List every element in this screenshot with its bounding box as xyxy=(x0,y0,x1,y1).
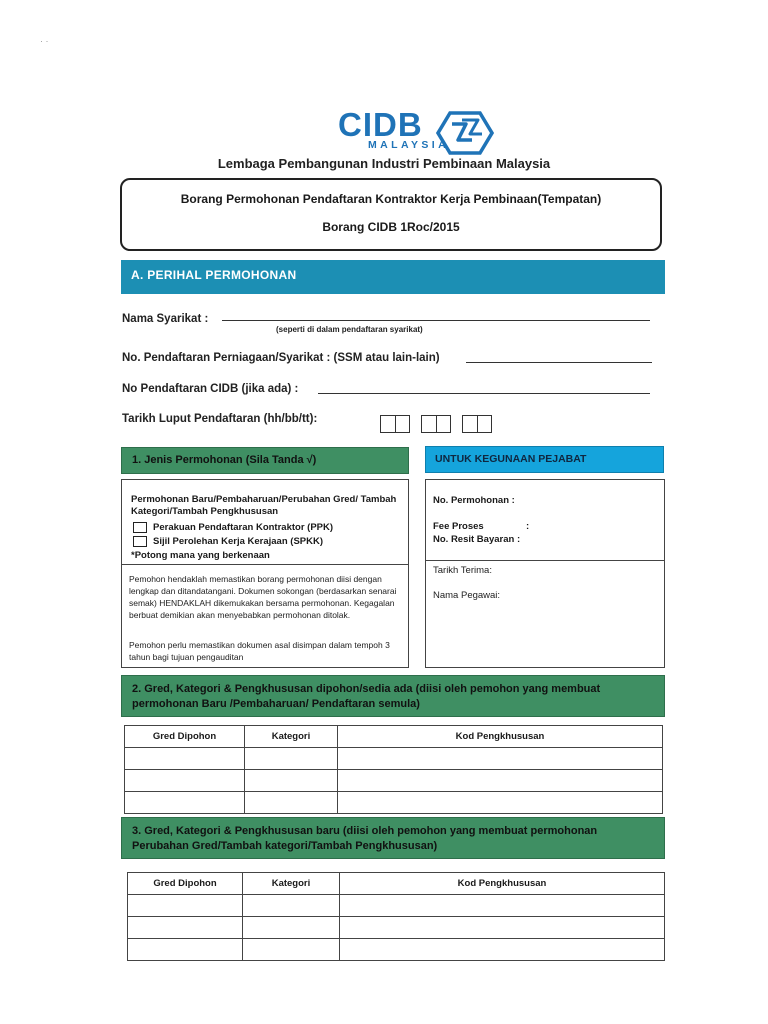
strike-note: *Potong mana yang berkenaan xyxy=(131,550,270,561)
option-spkk[interactable] xyxy=(133,535,323,549)
expiry-year-box[interactable] xyxy=(462,415,492,433)
section-3-header: 3. Gred, Kategori & Pengkhususan baru (diisi oleh pemohon yang membuat permohonan Perubahan Gred/Tambah kategori/Tambah Pengkhususan) xyxy=(121,817,665,859)
company-name-note: (seperti di dalam pendaftaran syarikat) xyxy=(276,325,423,334)
ppk-checkbox[interactable] xyxy=(133,522,147,533)
officer-name-label: Nama Pegawai: xyxy=(433,590,501,601)
column-header: Kategori xyxy=(245,726,338,748)
company-name-label: Nama Syarikat : xyxy=(122,313,209,325)
notice-box xyxy=(121,564,409,668)
notice-text-1: Pemohon hendaklah memastikan borang permohonan diisi dengan lengkap dan ditandatangani. Dokumen sokongan (berdasarkan senarai semak) HENDAKLAH dikemukakan bersama permohonan. Kegagalan berbuat demikian akan menyebabkan permohonan ditolak. xyxy=(129,574,397,620)
table-cell[interactable] xyxy=(125,770,245,792)
section-1-header: 1. Jenis Permohonan (Sila Tanda √) xyxy=(121,447,409,474)
table-row xyxy=(125,748,663,770)
cidb-logo-subtext: MALAYSIA xyxy=(368,139,450,151)
column-header: Kod Pengkhususan xyxy=(338,726,663,748)
table-row xyxy=(128,917,665,939)
table-cell[interactable] xyxy=(245,770,338,792)
table-cell[interactable] xyxy=(243,895,340,917)
organization-name: Lembaga Pembangunan Industri Pembinaan Malaysia xyxy=(217,156,551,171)
table-header-row xyxy=(128,873,665,895)
table-cell[interactable] xyxy=(128,917,243,939)
option-spkk-label: Sijil Perolehan Kerja Kerajaan (SPKK) xyxy=(153,536,324,547)
table-cell[interactable] xyxy=(243,917,340,939)
table-cell[interactable] xyxy=(128,895,243,917)
table-cell[interactable] xyxy=(338,792,663,814)
expiry-month-box[interactable] xyxy=(421,415,451,433)
notice-text-2: Pemohon perlu memastikan dokumen asal disimpan dalam tempoh 3 tahun bagi tujuan pengauditan xyxy=(129,640,390,662)
section-a-header: A. PERIHAL PERMOHONAN xyxy=(121,260,665,294)
column-header: Kategori xyxy=(243,873,340,895)
scan-artifact: · · xyxy=(40,36,49,46)
business-reg-label: No. Pendaftaran Perniagaan/Syarikat : (SSM atau lain-lain) xyxy=(122,352,440,364)
table-cell[interactable] xyxy=(338,748,663,770)
business-reg-field[interactable] xyxy=(466,362,652,363)
table-row xyxy=(125,770,663,792)
cidb-reg-field[interactable] xyxy=(318,393,650,394)
table-cell[interactable] xyxy=(245,792,338,814)
column-header: Gred Dipohon xyxy=(128,873,243,895)
application-no-label: No. Permohonan : xyxy=(433,495,515,506)
column-header: Kod Pengkhususan xyxy=(340,873,665,895)
office-use-box-2 xyxy=(425,560,665,668)
expiry-day-box[interactable] xyxy=(380,415,410,433)
section-3-table xyxy=(127,872,665,961)
column-header: Gred Dipohon xyxy=(125,726,245,748)
form-title: Borang Permohonan Pendaftaran Kontraktor Kerja Pembinaan(Tempatan) xyxy=(180,192,602,206)
table-cell[interactable] xyxy=(243,939,340,961)
fee-label: Fee Proses xyxy=(433,521,484,532)
table-row xyxy=(128,895,665,917)
cidb-logo-text: CIDB xyxy=(338,106,423,143)
table-cell[interactable] xyxy=(125,748,245,770)
received-date-label: Tarikh Terima: xyxy=(433,565,492,576)
table-cell[interactable] xyxy=(338,770,663,792)
table-cell[interactable] xyxy=(340,895,665,917)
company-name-field[interactable] xyxy=(222,320,650,321)
form-title-box xyxy=(120,178,662,251)
table-cell[interactable] xyxy=(245,748,338,770)
table-cell[interactable] xyxy=(340,939,665,961)
table-cell[interactable] xyxy=(128,939,243,961)
application-types: Permohonan Baru/Pembaharuan/Perubahan Gred/ Tambah Kategori/Tambah Pengkhususan xyxy=(131,494,397,517)
receipt-no-label: No. Resit Bayaran : xyxy=(433,534,521,545)
office-use-header: UNTUK KEGUNAAN PEJABAT xyxy=(425,446,664,473)
table-cell[interactable] xyxy=(125,792,245,814)
option-ppk[interactable] xyxy=(133,521,333,535)
expiry-date-label: Tarikh Luput Pendaftaran (hh/bb/tt): xyxy=(122,413,318,425)
spkk-checkbox[interactable] xyxy=(133,536,147,547)
section-2-header: 2. Gred, Kategori & Pengkhususan dipohon/sedia ada (diisi oleh pemohon yang membuat permohonan Baru /Pembaharuan/ Pendaftaran semula) xyxy=(121,675,665,717)
fee-colon: : xyxy=(526,521,530,532)
table-cell[interactable] xyxy=(340,917,665,939)
application-type-box xyxy=(121,479,409,565)
form-code: Borang CIDB 1Roc/2015 xyxy=(322,220,460,234)
office-use-box xyxy=(425,479,665,561)
section-2-table xyxy=(124,725,663,814)
table-row xyxy=(125,792,663,814)
table-row xyxy=(128,939,665,961)
cidb-logo-icon xyxy=(436,110,494,156)
cidb-reg-label: No Pendaftaran CIDB (jika ada) : xyxy=(122,383,299,395)
option-ppk-label: Perakuan Pendaftaran Kontraktor (PPK) xyxy=(153,522,334,533)
table-header-row xyxy=(125,726,663,748)
